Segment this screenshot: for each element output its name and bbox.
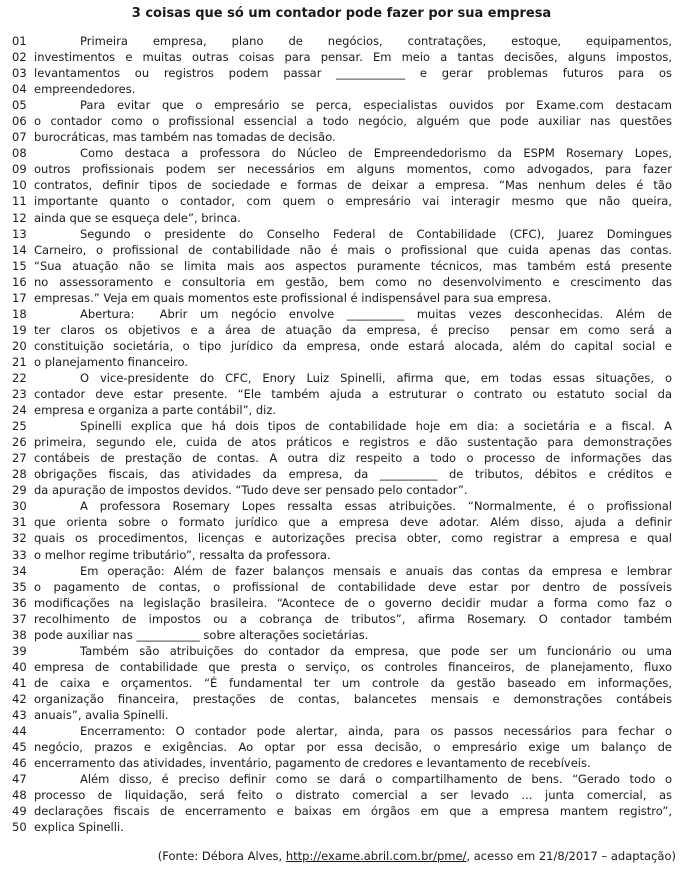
line-text: investimentos e muitas outras coisas para pensar. Em meio a tantas decisões, alguns impostos,: [34, 50, 672, 65]
text-line: [12, 49, 672, 65]
line-text: ainda que se esqueça dele”, brinca.: [34, 210, 241, 225]
line-number: 42: [12, 691, 27, 706]
line-text: recolhimento de impostos ou a cobrança de tributos”, afirma Rosemary. O contador também: [34, 611, 672, 626]
line-number: 32: [12, 531, 27, 546]
line-number: 04: [12, 82, 27, 97]
line-text: o pagamento de contas, o profissional de contabilidade deve estar por dentro de possíveis: [34, 579, 672, 594]
text-line: [12, 129, 672, 145]
text-line: [12, 723, 672, 739]
text-line: [12, 707, 672, 723]
text-line: [12, 354, 672, 370]
text-line: [12, 691, 672, 707]
text-line: [12, 739, 672, 755]
line-number: 28: [12, 467, 27, 482]
line-number: 48: [12, 788, 27, 803]
line-number: 07: [12, 130, 27, 145]
line-text: Spinelli explica que há dois tipos de contabilidade hoje em dia: a societária e a fiscal. A: [80, 419, 672, 434]
text-line: [12, 193, 672, 209]
line-text: no assessoramento e consultoria em gestão, bem como no desenvolvimento e crescimento das: [34, 274, 672, 289]
line-text: outros profissionais podem ser necessários em alguns momentos, como advogados, para fazer: [34, 162, 672, 177]
line-number: 23: [12, 387, 27, 402]
line-text: que orienta sobre o formato jurídico que a empresa deve adotar. Além disso, ajuda a definir: [34, 515, 672, 530]
source-link[interactable]: http://exame.abril.com.br/pme/: [285, 849, 467, 864]
text-line: [12, 258, 672, 274]
line-text: ter claros os objetivos e a área de atuação da empresa, é preciso pensar em como será a: [34, 322, 672, 337]
text-line: [12, 819, 672, 835]
line-text: Encerramento: O contador pode alertar, ainda, para os passos necessários para fechar o: [80, 724, 672, 739]
line-number: 34: [12, 563, 27, 578]
line-number: 19: [12, 322, 27, 337]
line-text: explica Spinelli.: [34, 820, 124, 835]
text-line: [12, 771, 672, 787]
line-text: Segundo o presidente do Conselho Federal de Contabilidade (CFC), Juarez Domingues: [80, 226, 672, 241]
line-text: de caixa e orçamentos. “É fundamental ter um controle da gestão baseado em informações,: [34, 675, 672, 690]
text-line: [12, 482, 672, 498]
line-text: constituição societária, o tipo jurídico da empresa, onde estará alocada, além do capital social e: [34, 338, 672, 353]
line-number: 38: [12, 627, 27, 642]
line-number: 37: [12, 611, 27, 626]
line-number: 20: [12, 338, 27, 353]
line-text: o melhor regime tributário”, ressalta da professora.: [34, 547, 331, 562]
line-text: primeira, segundo ele, cuida de atos práticos e registros e dão sustentação para demonstrações: [34, 435, 672, 450]
text-line: [12, 113, 672, 129]
line-text: o planejamento financeiro.: [34, 354, 189, 369]
source-citation: [0, 849, 683, 863]
text-line: [12, 579, 672, 595]
text-line: [12, 675, 672, 691]
text-line: [12, 65, 672, 81]
line-text: Carneiro, o profissional de contabilidade não é mais o profissional que cuida apenas das contas.: [34, 242, 672, 257]
line-text: “Sua atuação não se limita mais aos aspectos puramente técnicos, mas também está presente: [34, 258, 672, 273]
text-line: [12, 322, 672, 338]
line-number: 17: [12, 290, 27, 305]
line-text: Além disso, é preciso definir como se dará o compartilhamento de bens. “Gerado todo o: [80, 772, 672, 787]
text-line: [12, 290, 672, 306]
line-number: 50: [12, 820, 27, 835]
text-line: [12, 418, 672, 434]
line-text: Para evitar que o empresário se perca, especialistas ouvidos por Exame.com destacam: [80, 98, 672, 113]
line-text: Como destaca a professora do Núcleo de Empreendedorismo da ESPM Rosemary Lopes,: [80, 146, 672, 161]
text-line: [12, 306, 672, 322]
source-text-suffix: , acesso em 21/8/2017 – adaptação): [466, 849, 676, 864]
line-number: 15: [12, 258, 27, 273]
line-text: contábeis de prestação de contas. A outra diz respeito a todo o processo de informações das: [34, 451, 672, 466]
line-text: encerramento das atividades, inventário, pagamento de credores e levantamento de recebíveis.: [34, 756, 591, 771]
text-line: [12, 161, 672, 177]
line-number: 12: [12, 210, 27, 225]
lines: [0, 33, 683, 835]
line-text: empresas.” Veja em quais momentos este profissional é indispensável para sua empresa.: [34, 290, 552, 305]
text-line: [12, 81, 672, 97]
line-text: contratos, definir tipos de sociedade e formas de deixar a empresa. “Mas nenhum deles é tão: [34, 178, 672, 193]
line-number: 40: [12, 659, 27, 674]
line-number: 43: [12, 707, 27, 722]
line-text: processo de liquidação, será feito o distrato comercial a ser levado ... junta comercial, as: [34, 788, 672, 803]
line-number: 35: [12, 579, 27, 594]
line-text: empresa e organiza a parte contábil”, diz.: [34, 403, 277, 418]
line-number: 14: [12, 242, 27, 257]
line-number: 16: [12, 274, 27, 289]
line-text: o contador como o profissional essencial a todo negócio, alguém que pode auxiliar nas questões: [34, 114, 672, 129]
line-number: 09: [12, 162, 27, 177]
line-number: 27: [12, 451, 27, 466]
text-line: [12, 514, 672, 530]
text-line: [12, 402, 672, 418]
line-number: 03: [12, 66, 27, 81]
line-text: declarações fiscais de encerramento e baixas em órgãos em que a empresa mantem registro”,: [34, 804, 672, 819]
line-number: 39: [12, 643, 27, 658]
line-number: 13: [12, 226, 27, 241]
line-number: 25: [12, 419, 27, 434]
line-text: da apuração de impostos devidos. “Tudo deve ser pensado pelo contador”.: [34, 483, 468, 498]
line-text: O vice-presidente do CFC, Enory Luiz Spinelli, afirma que, em todas essas situações, o: [80, 370, 672, 385]
line-number: 18: [12, 306, 27, 321]
line-text: Em operação: Além de fazer balanços mensais e anuais das contas da empresa e lembrar: [80, 563, 672, 578]
text-line: [12, 563, 672, 579]
text-line: [12, 97, 672, 113]
line-number: 26: [12, 435, 27, 450]
line-number: 41: [12, 675, 27, 690]
line-number: 06: [12, 114, 27, 129]
line-text: Abertura: Abrir um negócio envolve __________ muitas vezes desconhecidas. Além de: [80, 306, 672, 321]
line-number: 29: [12, 483, 27, 498]
text-line: [12, 530, 672, 546]
text-line: [12, 450, 672, 466]
line-number: 47: [12, 772, 27, 787]
source-text-prefix: (Fonte: Débora Alves,: [157, 849, 286, 864]
line-number: 22: [12, 370, 27, 385]
text-line: [12, 755, 672, 771]
text-line: [12, 177, 672, 193]
line-number: 30: [12, 499, 27, 514]
text-line: [12, 611, 672, 627]
line-number: 49: [12, 804, 27, 819]
line-text: obrigações fiscais, das atividades da empresa, da __________ de tributos, débitos e créditos e: [34, 467, 672, 482]
line-number: 11: [12, 194, 27, 209]
line-text: quais os procedimentos, licenças e autorizações precisa obter, como registrar a empresa e qual: [34, 531, 672, 546]
text-line: [12, 659, 672, 675]
line-number: 45: [12, 740, 27, 755]
text-line: [12, 643, 672, 659]
line-text: levantamentos ou registros podem passar ____________ e gerar problemas futuros para os: [34, 66, 672, 81]
text-line: [12, 627, 672, 643]
line-text: Primeira empresa, plano de negócios, contratações, estoque, equipamentos,: [80, 34, 672, 48]
text-line: [12, 145, 672, 161]
text-line: [12, 226, 672, 242]
text-line: [12, 787, 672, 803]
line-number: 44: [12, 724, 27, 739]
line-number: 46: [12, 756, 27, 771]
line-number: 02: [12, 50, 27, 65]
text-line: [12, 498, 672, 514]
text-line: [12, 595, 672, 611]
line-number: 24: [12, 403, 27, 418]
line-number: 01: [12, 34, 27, 48]
text-line: [12, 370, 672, 386]
text-line: [12, 274, 672, 290]
text-line: [12, 338, 672, 354]
line-number: 10: [12, 178, 27, 193]
text-line: [12, 547, 672, 563]
line-number: 33: [12, 547, 27, 562]
line-text: negócio, prazos e exigências. Ao optar por essa decisão, o empresário exige um balanço de: [34, 740, 672, 755]
line-number: 08: [12, 146, 27, 161]
line-text: modificações na legislação brasileira. “Acontece de o governo decidir mudar a forma como faz o: [34, 595, 672, 610]
line-text: burocráticas, mas também nas tomadas de decisão.: [34, 130, 336, 145]
page-title: 3 coisas que só um contador pode fazer por sua empresa: [131, 6, 552, 21]
line-text: contador deve estar presente. “Ele também ajuda a estruturar o contrato ou estatuto social da: [34, 387, 672, 402]
line-number: 05: [12, 98, 27, 113]
line-text: empreendedores.: [34, 82, 136, 97]
text-line: [12, 242, 672, 258]
text-line: [12, 33, 672, 49]
text-line: [12, 803, 672, 819]
text-line: [12, 466, 672, 482]
line-text: empresa de contabilidade que presta o serviço, os controles financeiros, de planejamento, fluxo: [34, 659, 672, 674]
text-line: [12, 210, 672, 226]
line-text: importante quanto o contador, com quem o empresário vai interagir mesmo que não queira,: [34, 194, 672, 209]
line-number: 36: [12, 595, 27, 610]
line-number: 31: [12, 515, 27, 530]
line-text: anuais”, avalia Spinelli.: [34, 707, 169, 722]
line-text: A professora Rosemary Lopes ressalta essas atribuições. “Normalmente, é o profissional: [80, 499, 672, 514]
line-text: organização financeira, prestações de contas, balancetes mensais e demonstrações contábeis: [34, 691, 672, 706]
text-line: [12, 386, 672, 402]
line-text: Também são atribuições do contador da empresa, que pode ser um funcionário ou uma: [80, 643, 672, 658]
line-number: 21: [12, 354, 27, 369]
text-line: [12, 434, 672, 450]
line-text: pode auxiliar nas ___________ sobre alterações societárias.: [34, 627, 369, 642]
